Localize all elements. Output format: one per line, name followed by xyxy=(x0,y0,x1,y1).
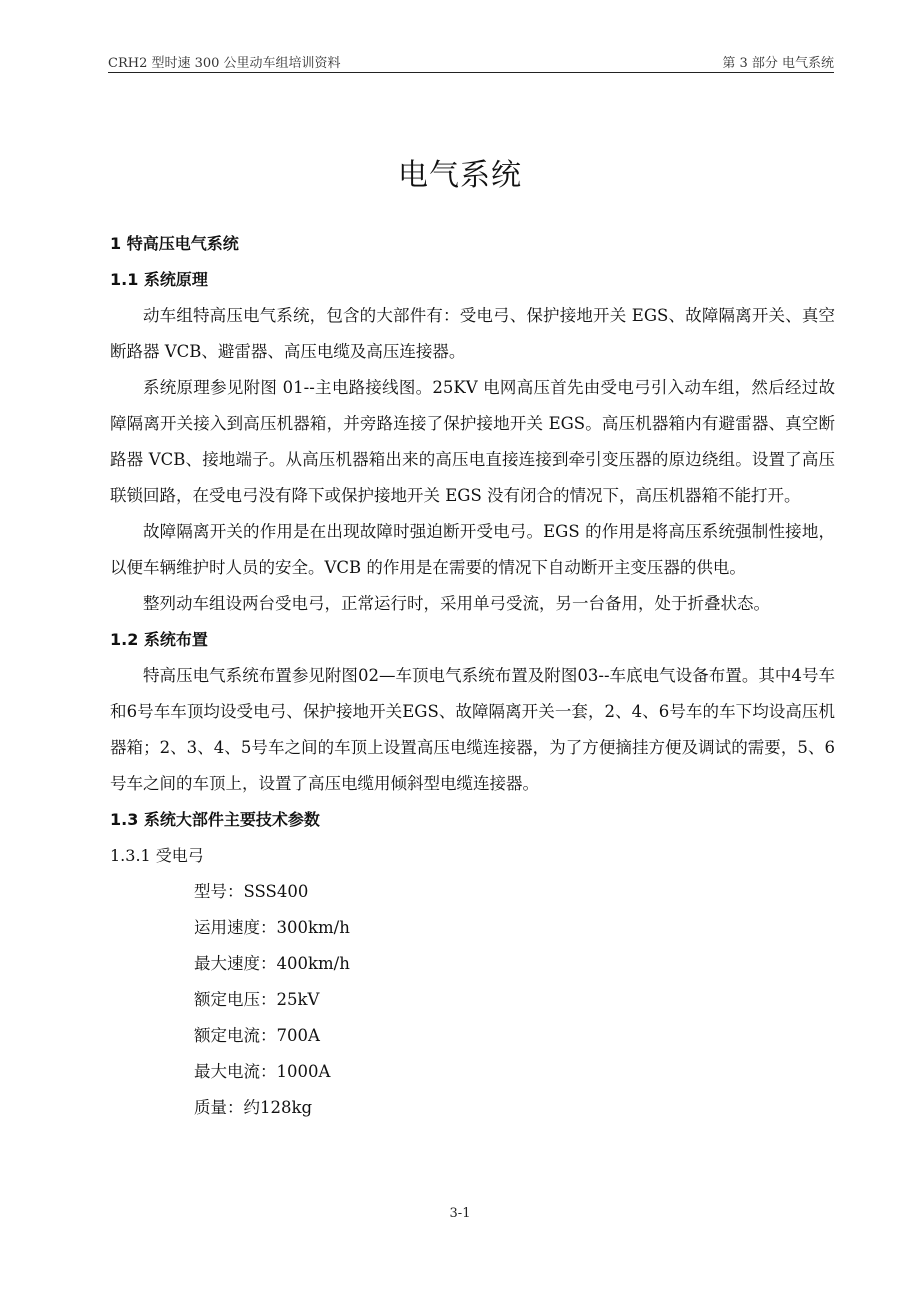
heading-section-1-1: 1.1 系统原理 xyxy=(110,270,208,289)
paragraph-layout: 特高压电气系统布置参见附图02—车顶电气系统布置及附图03--车底电气设备布置。其中4号车和6号车车顶均设受电弓、保护接地开关EGS、故障隔离开关一套，2、4、6号车的车下均设高压机器箱；2、3、4、5号车之间的车顶上设置高压电缆连接器，为了方便摘挂方便及调试的需要，5、6号车之间的车顶上，设置了高压电缆用倾斜型电缆连接器。 xyxy=(110,666,835,793)
page-title: 电气系统 xyxy=(398,158,522,193)
spec-max-current: 最大电流：1000A xyxy=(194,1062,331,1081)
heading-section-1-3: 1.3 系统大部件主要技术参数 xyxy=(110,810,320,829)
header-document-title: CRH2 型时速 300 公里动车组培训资料 xyxy=(108,56,341,71)
document-body xyxy=(110,226,835,1126)
spec-max-speed: 最大速度：400km/h xyxy=(194,954,350,973)
heading-section-1-2: 1.2 系统布置 xyxy=(110,630,208,649)
page-header xyxy=(108,52,834,73)
spec-rated-current: 额定电流：700A xyxy=(194,1026,320,1045)
spec-rated-voltage: 额定电压：25kV xyxy=(194,990,320,1009)
paragraph-principle: 系统原理参见附图 01--主电路接线图。25KV 电网高压首先由受电弓引入动车组，然后经过故障隔离开关接入到高压机器箱，并旁路连接了保护接地开关 EGS。高压机器箱内有避雷器、真空断路器 VCB、接地端子。从高压机器箱出来的高压电直接连接到牵引变压器的原边绕组。设置了高压联锁回路，在受电弓没有降下或保护接地开关 EGS 没有闭合的情况下，高压机器箱不能打开。 xyxy=(110,378,835,505)
spec-mass: 质量：约128kg xyxy=(194,1098,313,1117)
page-number: 3-1 xyxy=(449,1206,471,1221)
paragraph-pantographs: 整列动车组设两台受电弓，正常运行时，采用单弓受流，另一台备用，处于折叠状态。 xyxy=(143,594,770,613)
paragraph-components: 动车组特高压电气系统，包含的大部件有：受电弓、保护接地开关 EGS、故障隔离开关、真空断路器 VCB、避雷器、高压电缆及高压连接器。 xyxy=(110,306,835,361)
heading-section-1: 1 特高压电气系统 xyxy=(110,234,239,253)
paragraph-functions: 故障隔离开关的作用是在出现故障时强迫断开受电弓。EGS 的作用是将高压系统强制性接地，以便车辆维护时人员的安全。VCB 的作用是在需要的情况下自动断开主变压器的供电。 xyxy=(110,522,835,577)
header-section-title: 第 3 部分 电气系统 xyxy=(722,56,834,71)
spec-model: 型号：SSS400 xyxy=(194,882,309,901)
heading-section-1-3-1: 1.3.1 受电弓 xyxy=(110,846,204,865)
spec-operating-speed: 运用速度：300km/h xyxy=(194,918,350,937)
